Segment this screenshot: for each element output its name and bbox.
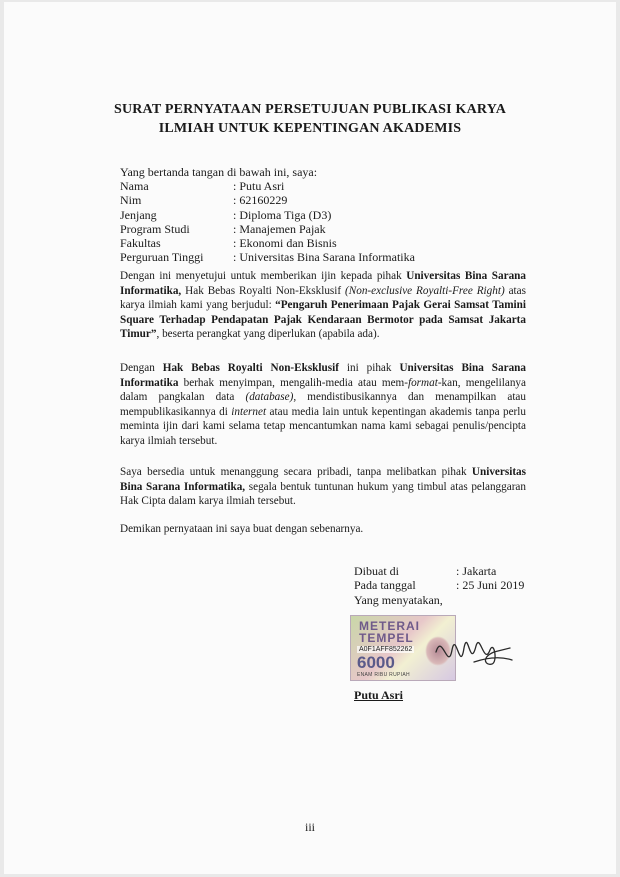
title-line-2: ILMIAH UNTUK KEPENTINGAN AKADEMIS (158, 121, 462, 136)
title-line-1: SURAT PERNYATAAN PERSETUJUAN PUBLIKASI KARYA (113, 102, 507, 117)
text-run-italic: format (407, 376, 438, 389)
identity-row (120, 222, 415, 236)
stamp-text-1: METERAI (359, 619, 420, 633)
text-run: Saya bersedia untuk menanggung secara pribadi, tanpa melibatkan pihak (120, 466, 472, 478)
handwritten-signature (434, 622, 514, 682)
text-run: atau media lain untuk kepentingan akademis tanpa perlu meminta ijin dari kami selama tetap mencantumkan nama kami sebagai penulis/pencipta karya ilmiah tersebut. (120, 405, 526, 447)
identity-label: Program Studi (120, 221, 190, 236)
identity-label: Jenjang (120, 207, 157, 222)
stamp-text-2: TEMPEL (359, 631, 414, 645)
text-run-bold: Universitas Bina Sarana Informatika, (120, 466, 526, 493)
text-run: Dengan (120, 362, 163, 374)
stamp-serial: A0F1AFF852262 (359, 646, 413, 653)
text-run-italic: (database), (245, 391, 297, 404)
document-title (4, 100, 616, 138)
closing-line: Yang menyatakan, (354, 592, 443, 607)
text-run: Dengan ini menyetujui untuk memberikan ijin kepada pihak (120, 270, 407, 282)
identity-row (120, 250, 415, 264)
text-run-bold: Hak Bebas Royalti Non-Eksklusif (162, 362, 339, 374)
identity-intro: Yang bertanda tangan di bawah ini, saya: (120, 165, 318, 179)
place-label: Dibuat di (354, 564, 399, 578)
text-run: mendistibusikannya dan menampilkan atau mempublikasikannya di (120, 391, 526, 418)
text-run-italic: internet (231, 405, 267, 418)
place-value: : Jakarta (456, 564, 497, 578)
identity-row (120, 236, 415, 250)
text-run: berhak menyimpan, mengalih-media atau mem- (178, 376, 408, 389)
identity-label: Nama (120, 179, 149, 194)
text-run: atas karya ilmiah kami yang berjudul: (120, 284, 526, 312)
page-number: iii (304, 820, 315, 834)
date-value: : 25 Juni 2019 (456, 578, 525, 593)
identity-label: Nim (120, 193, 142, 208)
text-run-italic: (Non-exclusive Royalti-Free Right) (345, 284, 505, 297)
consent-paragraph (120, 269, 526, 342)
signature-row (354, 564, 524, 578)
identity-row (120, 179, 415, 193)
stamp-text (359, 620, 420, 644)
identity-value: : Putu Asri (233, 179, 285, 194)
text-run-bold: Universitas Bina Sarana Informatika, (120, 270, 526, 297)
liability-paragraph (120, 465, 526, 509)
text-run: Hak Bebas Royalti Non-Eksklusif (181, 284, 346, 297)
rights-paragraph (120, 361, 526, 449)
text-run: -kan, mengelilanya dalam pangkalan data (120, 376, 526, 404)
text-run-bold: Universitas Bina Sarana Informatika (120, 362, 526, 389)
thesis-title: “Pengaruh Penerimaan Pajak Gerai Samsat Tamini Square Terhadap Pendapatan Pajak Kendaraan Bermotor pada Samsat Jakarta Timur” (120, 299, 527, 341)
text-run: , beserta perangkat yang diperlukan (apabila ada). (156, 328, 380, 341)
closing-paragraph: Demikan pernyataan ini saya buat dengan sebenarnya. (120, 523, 364, 535)
identity-row (120, 193, 415, 207)
identity-block (120, 165, 415, 264)
identity-row (120, 208, 415, 222)
text-run: ini pihak (338, 362, 400, 374)
signatory-name: Putu Asri (354, 688, 404, 702)
identity-value: : Manajemen Pajak (233, 221, 326, 236)
document-page (4, 2, 616, 874)
identity-value: : 62160229 (233, 193, 288, 208)
identity-value: : Universitas Bina Sarana Informatika (233, 250, 415, 265)
identity-value: : Diploma Tiga (D3) (233, 207, 332, 222)
text-run: segala bentuk tuntunan hukum yang timbul atas pelanggaran Hak Cipta dalam karya ilmiah tersebut. (120, 480, 526, 508)
stamp-value: 6000 (357, 653, 395, 672)
signature-row (354, 578, 524, 592)
identity-value: : Ekonomi dan Bisnis (233, 236, 337, 251)
stamp-value-words: ENAM RIBU RUPIAH (357, 672, 410, 678)
identity-label: Fakultas (120, 236, 161, 251)
signature-block (354, 564, 524, 607)
identity-label: Perguruan Tinggi (120, 250, 204, 265)
date-label: Pada tanggal (354, 578, 416, 593)
